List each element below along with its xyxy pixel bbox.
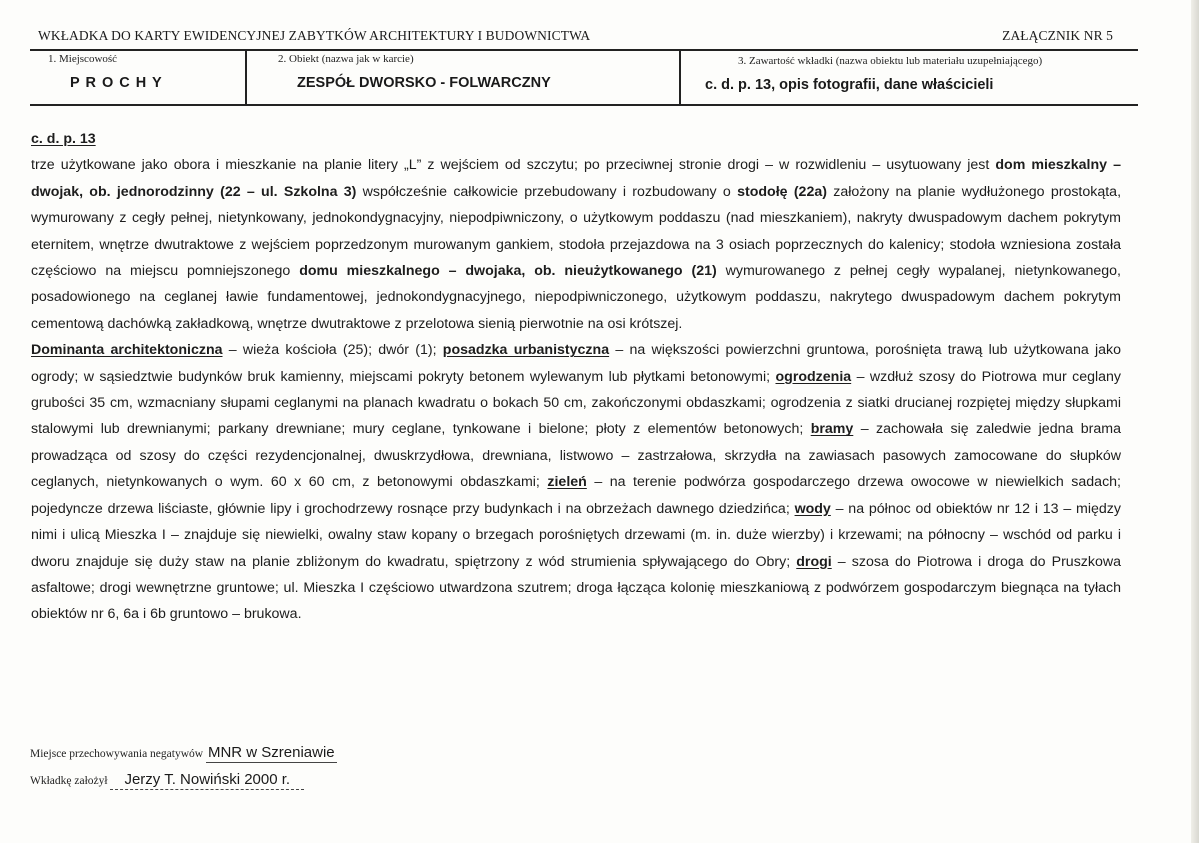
heading-text: c. d. p. 13 [31, 131, 96, 147]
p2-text: – szosa do Piotrowa i droga do Pruszkowa asfaltowe; drogi wewnętrzne gruntowe; ul. Mieszka I częściowo utwardzona szutrem; droga łącząca kolonię mieszkaniową z podwórzem gospodarczym biegnąca na tyłach obiektów nr 6, 6a i 6b gruntowo – brukowa. [31, 553, 1122, 623]
author-row [30, 771, 304, 790]
term-dominanta: Dominanta architektoniczna [31, 342, 223, 359]
header-rule-top [30, 49, 1138, 51]
p1-text: współcześnie całkowicie przebudowany i rozbudowany o [356, 183, 738, 200]
term-ogrodzenia: ogrodzenia [775, 368, 852, 385]
paragraph-2 [31, 337, 1121, 627]
p1-text: wymurowanego z pełnej cegły wypalanej, nietynkowanego, posadowionego na ceglanej ławie fundamentowej, jednokondygnacyjnego, niepodpiwniczonego, użytkowym poddaszu, nakrytego dwuspadowym dachem pokrytym cementową dachówką zakładkową, wnętrze dwutraktowe z przelotowa sienią pierwotnie na osi krótszej. [31, 263, 1121, 332]
field-divider-2 [679, 49, 681, 106]
object-label: 2. Obiekt (nazwa jak w karcie) [278, 53, 414, 65]
term-drogi: drogi [796, 553, 832, 570]
negatives-label: Miejsce przechowywania negatywów [30, 748, 204, 760]
contents-label: 3. Zawartość wkładki (nazwa obiektu lub materiału uzupełniającego) [738, 55, 1043, 67]
term-zielen: zieleń [547, 474, 587, 491]
p1-bold: domu mieszkalnego – dwojaka, ob. nieużytkowanego (21) [299, 263, 717, 280]
term-bramy: bramy [810, 421, 854, 438]
header-rule-bottom [30, 104, 1138, 106]
term-wody: wody [794, 500, 831, 517]
locality-value: P R O C H Y [70, 75, 163, 91]
p2-text: – na terenie podwórza gospodarczego drzewa owocowe w niewielkich sadach; pojedyncze drzewa liściaste, głównie lipy i grochodrzewy rosnące przy budynkach i na obrzeżach dawnego dziedzińca; [31, 474, 1121, 517]
p2-text: – zachowała się zaledwie jedna brama prowadząca od szosy do części rezydencjonalnej, dwuskrzydłowa, drewniana, listwowo – zastrzałowa, skrzydła na zawiasach pasowych zamocowane do słupków ceglanych, nietynkowanych o wym. 60 x 60 cm, z betonowymi obdaszkami; [31, 421, 1121, 491]
form-title: WKŁADKA DO KARTY EWIDENCYJNEJ ZABYTKÓW ARCHITEKTURY I BUDOWNICTWA [38, 28, 591, 43]
form-header [38, 28, 1113, 48]
p1-text: trze użytkowane jako obora i mieszkanie na planie litery „L” z wejściem od szczytu; po przeciwnej stronie drogi – w rozwidleniu – usytuowany jest [31, 157, 996, 174]
field-divider-1 [245, 49, 247, 106]
annex-number: ZAŁĄCZNIK NR 5 [1002, 28, 1113, 43]
author-label: Wkładkę założył [30, 775, 108, 787]
contents-value: c. d. p. 13, opis fotografii, dane właścicieli [705, 77, 994, 93]
p2-text: – na północ od obiektów nr 12 i 13 – między nimi i ulicą Mieszka I – znajduje się niewielki, owalny staw kopany o brzegach porośniętych drzewami (m. in. duże wierzby) i krzewami; na północny – wschód od parku i dworu znajduje się duży staw na planie zbliżonym do kwadratu, spiętrzony z wód strumienia spływającego do Obry; [31, 500, 1121, 570]
p1-bold: stodołę (22a) [737, 183, 827, 200]
description-body [31, 126, 1121, 628]
section-heading [31, 126, 1121, 152]
page-edge [1191, 0, 1199, 843]
locality-label: 1. Miejscowość [48, 53, 118, 65]
negatives-row [30, 744, 337, 763]
p2-text: – wieża kościoła (25); dwór (1); [222, 342, 443, 359]
p2-text: – wzdłuż szosy do Piotrowa mur ceglany grubości 35 cm, wzmacniany słupami ceglanymi na planach kwadratu o bokach 50 cm, zakończonymi obdaszkami; ogrodzenia z siatki drucianej rozpiętej między słupkami stalowymi lub drewnianymi; parkany drewniane; mury ceglane, tynkowane i bielone; płoty z elementów betonowych; [31, 368, 1122, 438]
object-value: ZESPÓŁ DWORSKO - FOLWARCZNY [297, 75, 551, 91]
negatives-value: MNR w Szreniawie [207, 744, 335, 761]
author-value: Jerzy T. Nowiński 2000 r. [110, 771, 304, 790]
term-posadzka: posadzka urbanistyczna [442, 342, 610, 359]
p2-text: – na większości powierzchni gruntowa, porośnięta trawą lub użytkowana jako ogrody; w sąsiedztwie budynków bruk kamienny, miejscami pokryty betonem wylewanym lub płytkami betonowymi; [31, 342, 1121, 385]
p1-bold: dom mieszkalny – dwojak, ob. jednorodzinny (22 – ul. Szkolna 3) [31, 157, 1121, 200]
p1-text: założony na planie wydłużonego prostokąta, wymurowany z cegły pełnej, nietynkowany, jednokondygnacyjny, niepodpiwniczony, o użytkowym poddaszu (nad mieszkaniem), nakryty dwuspadowym dachem pokrytym eternitem, wnętrze dwutraktowe z wejściem poprzedzonym murowanym gankiem, stodoła przejazdowa na 3 osiach poprzecznych do kalenicy; stodoła wzniesiona została częściowo na miejscu pomniejszonego [31, 183, 1122, 280]
paragraph-1 [31, 152, 1121, 337]
